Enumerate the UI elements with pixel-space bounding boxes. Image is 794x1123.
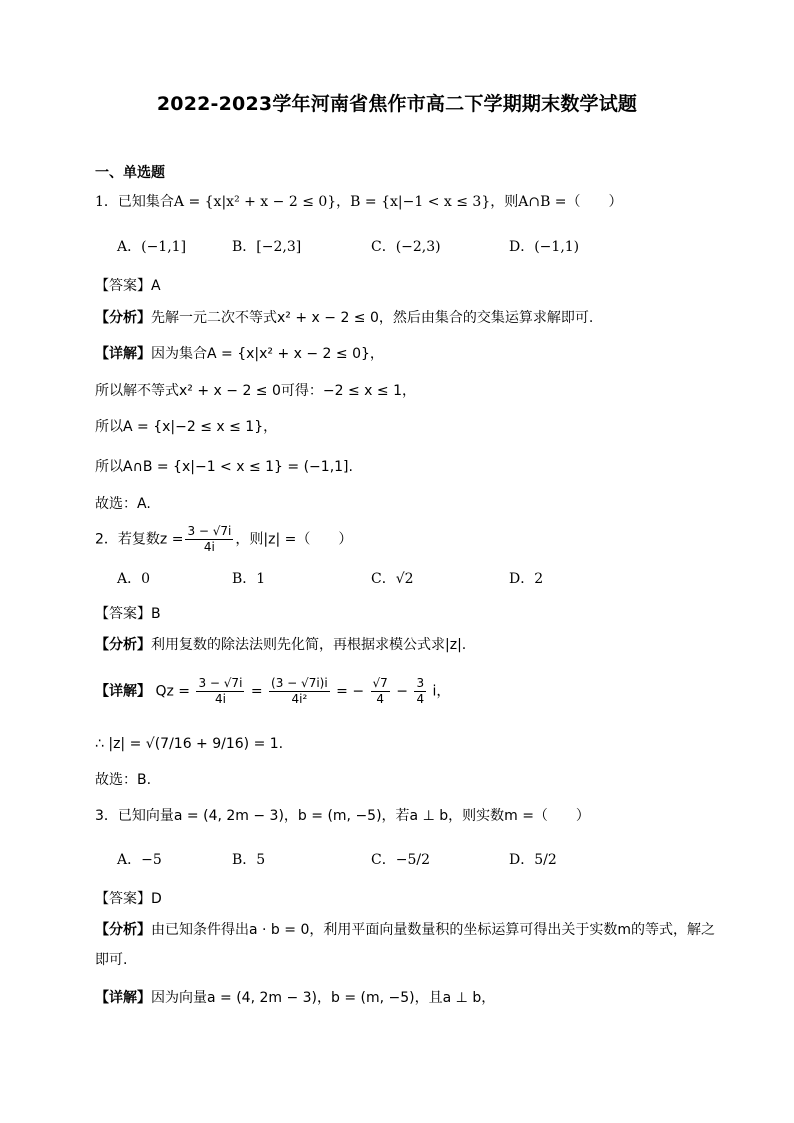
q2-stem-fraction <box>185 524 233 555</box>
q2-stem-suffix: ，则|z| =（ ） <box>235 531 353 548</box>
q2-choice-b: B．1 <box>232 571 266 587</box>
q2-mod-body: √(7/16 + 9/16) = 1. <box>145 736 284 752</box>
q2-frac-3-den: 4 <box>376 692 384 706</box>
q3-detail-text: 因为向量a = (4, 2m − 3)，b = (m, −5)，且a ⊥ b， <box>151 990 496 1006</box>
q2-frac-4-num: 3 <box>416 676 425 690</box>
q2-mod-prefix: ∴ |z| = <box>95 736 142 752</box>
q2-frac-1-num: 3 − √7i <box>198 676 243 690</box>
q2-conclusion: 故选：B. <box>95 772 152 788</box>
q2-answer: 【答案】B <box>95 606 161 622</box>
q2-frac-1 <box>196 676 244 707</box>
q2-frac-4 <box>414 676 426 707</box>
q3-analysis-tag: 【分析】 <box>95 922 151 938</box>
q3-choice-a: A．−5 <box>117 852 162 868</box>
q2-stem <box>95 524 352 555</box>
q1-choice-a: A．(−1,1] <box>117 239 187 255</box>
document-title: 2022-2023学年河南省焦作市高二下学期期末数学试题 <box>156 93 638 115</box>
q2-analysis <box>95 635 466 655</box>
q1-choice-b: B．[−2,3] <box>232 239 302 255</box>
section-heading: 一、单选题 <box>95 165 165 181</box>
q1-detail-line3: 所以A = {x|−2 ≤ x ≤ 1}， <box>95 419 278 435</box>
q2-choice-d: D．2 <box>509 571 544 587</box>
q2-frac-3 <box>371 676 390 707</box>
q3-detail-tag: 【详解】 <box>95 990 151 1006</box>
q3-detail <box>95 988 495 1008</box>
q1-answer: 【答案】A <box>95 278 161 294</box>
q2-detail-tag: 【详解】 <box>95 683 151 700</box>
q3-choice-b: B．5 <box>232 852 266 868</box>
q2-analysis-text: 利用复数的除法法则先化简，再根据求模公式求|z|. <box>151 637 467 653</box>
q1-analysis-tag: 【分析】 <box>95 310 151 326</box>
q1-stem: 1．已知集合A = {x|x² + x − 2 ≤ 0}，B = {x|−1 < x ≤ 3}，则A∩B =（ ） <box>95 194 623 210</box>
q2-stem-frac-den: 4i <box>203 540 215 554</box>
q1-detail-text: 因为集合A = {x|x² + x − 2 ≤ 0}， <box>151 346 384 362</box>
q1-detail-line2: 所以解不等式x² + x − 2 ≤ 0可得：−2 ≤ x ≤ 1， <box>95 383 416 399</box>
q2-frac-4-den: 4 <box>416 692 425 706</box>
q2-frac-1-den: 4i <box>214 692 226 706</box>
q2-analysis-tag: 【分析】 <box>95 637 151 653</box>
q2-detail-suffix: i， <box>432 683 451 700</box>
q2-eq-2: = − <box>336 683 365 700</box>
q2-frac-2-den: 4i² <box>291 692 308 706</box>
q2-choice-a: A．0 <box>117 571 151 587</box>
q2-detail-prefix: Qz = <box>155 683 191 700</box>
q1-detail-line4: 所以A∩B = {x|−1 < x ≤ 1} = (−1,1]. <box>95 459 353 475</box>
q2-detail <box>95 676 450 707</box>
q2-frac-3-num: √7 <box>372 676 388 690</box>
q1-detail <box>95 344 384 364</box>
q3-analysis-text: 由已知条件得出a · b = 0，利用平面向量数量积的坐标运算可得出关于实数m的等式，解之 <box>151 922 715 938</box>
q1-analysis <box>95 308 593 328</box>
q1-conclusion: 故选：A. <box>95 496 151 512</box>
q1-detail-tag: 【详解】 <box>95 346 151 362</box>
q3-choice-c: C．−5/2 <box>371 852 430 868</box>
q1-choice-d: D．(−1,1) <box>509 239 580 255</box>
q3-stem: 3．已知向量a = (4, 2m − 3)，b = (m, −5)，若a ⊥ b，则实数m =（ ） <box>95 808 590 824</box>
q2-stem-frac-num: 3 − √7i <box>187 524 232 538</box>
q2-choice-c: C．√2 <box>371 571 414 587</box>
q2-minus: − <box>396 683 408 700</box>
q2-frac-2 <box>269 676 330 707</box>
q3-choice-d: D．5/2 <box>509 852 557 868</box>
q2-eq-1: = <box>250 683 263 700</box>
q1-choice-c: C．(−2,3) <box>371 239 441 255</box>
q2-stem-prefix: 2．若复数z = <box>95 531 184 548</box>
q2-frac-2-num: (3 − √7i)i <box>271 676 328 690</box>
q3-answer: 【答案】D <box>95 891 162 907</box>
q3-analysis-cont: 即可. <box>95 952 128 968</box>
q3-analysis <box>95 920 715 940</box>
q1-analysis-text: 先解一元二次不等式x² + x − 2 ≤ 0，然后由集合的交集运算求解即可. <box>151 310 594 326</box>
q2-modulus <box>95 734 283 754</box>
